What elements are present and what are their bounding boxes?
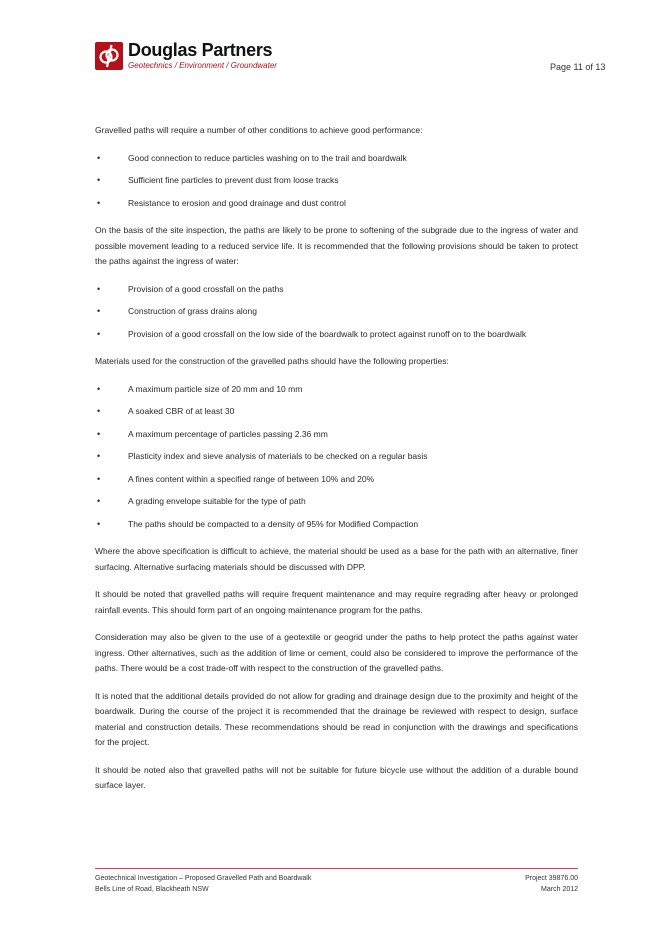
bullet-icon: • [97,383,101,394]
list-item: • Plasticity index and sieve analysis of materials to be checked on a regular basis [95,449,578,465]
page-number: Page 11 of 13 [550,62,606,72]
company-name: Douglas Partners [128,40,273,60]
list-item: • Provision of a good crossfall on the paths [95,282,578,298]
drainage-paragraph: On the basis of the site inspection, the paths are likely to be prone to softening of the subgrade due to the ingress of water and possible movement leading to a reduced service life. It is recommended that the following provisions should be taken to protect the paths against the ingress of water: [95,225,578,266]
requirements-list [95,151,578,212]
company-tagline: Geotechnics / Environment / Groundwater [128,61,277,70]
bullet-icon: • [97,473,101,484]
dp-logo-icon [95,42,123,70]
provisions-list [95,282,578,343]
list-item: • A fines content within a specified range of between 10% and 20% [95,472,578,488]
list-item: • Sufficient fine particles to prevent dust from loose tracks [95,173,578,189]
bullet-icon: • [97,496,101,506]
list-item: • Construction of grass drains along [95,304,578,320]
bullet-icon: • [97,451,101,461]
document-body [95,123,578,806]
bullet-icon: • [97,283,101,294]
footer-title: Geotechnical Investigation – Proposed Gravelled Path and Boardwalk [95,875,312,882]
project-reference: Project 39876.00 [525,875,578,882]
list-item: • A grading envelope suitable for the type of path [95,494,578,510]
geotextile-paragraph: Consideration may also be given to the use of a geotextile or geogrid under the paths to help protect the paths against water ingress. Other alternatives, such as the addition of lime or cement, could also be considered to improve the performance of the paths. There would be a cost trade-off with respect to the construction of the gravelled paths. [95,632,578,673]
bullet-icon: • [97,518,101,529]
bullet-icon: • [97,406,101,416]
bullet-icon: • [97,328,101,339]
bullet-icon: • [97,197,101,208]
intro-paragraph: Gravelled paths will require a number of other conditions to achieve good performance: [95,125,423,135]
list-item: • Good connection to reduce particles washing on to the trail and boardwalk [95,151,578,167]
footer-divider [95,868,578,869]
bullet-icon: • [97,152,101,163]
materials-paragraph: Materials used for the construction of the gravelled paths should have the following properties: [95,356,449,366]
design-note-paragraph: It is noted that the additional details provided do not allow for grading and drainage design due to the proximity and height of the boardwalk. During the course of the project it is recommended that the drainage be reviewed with respect to design, surface material and construction details. These recommendations should be read in conjunction with the drawings and specifications for the project. [95,690,578,747]
report-date: March 2012 [541,886,578,893]
footer-project-info [95,873,311,895]
list-item: • Resistance to erosion and good drainage and dust control [95,196,578,212]
bullet-icon: • [97,175,101,185]
list-item: • A soaked CBR of at least 30 [95,404,578,420]
footer-reference [480,873,578,895]
list-item: • Provision of a good crossfall on the low side of the boardwalk to protect against runoff on to the boardwalk [95,327,578,343]
alternative-paragraph: Where the above specification is difficult to achieve, the material should be used as a base for the path with an alternative, finer surfacing. Alternative surfacing materials should be discussed with DPP. [95,546,578,572]
footer-location: Bells Line of Road, Blackheath NSW [95,886,209,893]
bullet-icon: • [97,306,101,316]
bullet-icon: • [97,428,101,439]
maintenance-paragraph: It should be noted that gravelled paths will require frequent maintenance and may require regrading after heavy or prolonged rainfall events. This should form part of an ongoing maintenance program for the paths. [95,589,578,615]
list-item: • The paths should be compacted to a density of 95% for Modified Compaction [95,517,578,533]
material-properties-list [95,382,578,533]
list-item: • A maximum particle size of 20 mm and 10 mm [95,382,578,398]
bicycle-note-paragraph: It should be noted also that gravelled paths will not be suitable for future bicycle use without the addition of a durable bound surface layer. [95,764,578,790]
list-item: • A maximum percentage of particles passing 2.36 mm [95,427,578,443]
